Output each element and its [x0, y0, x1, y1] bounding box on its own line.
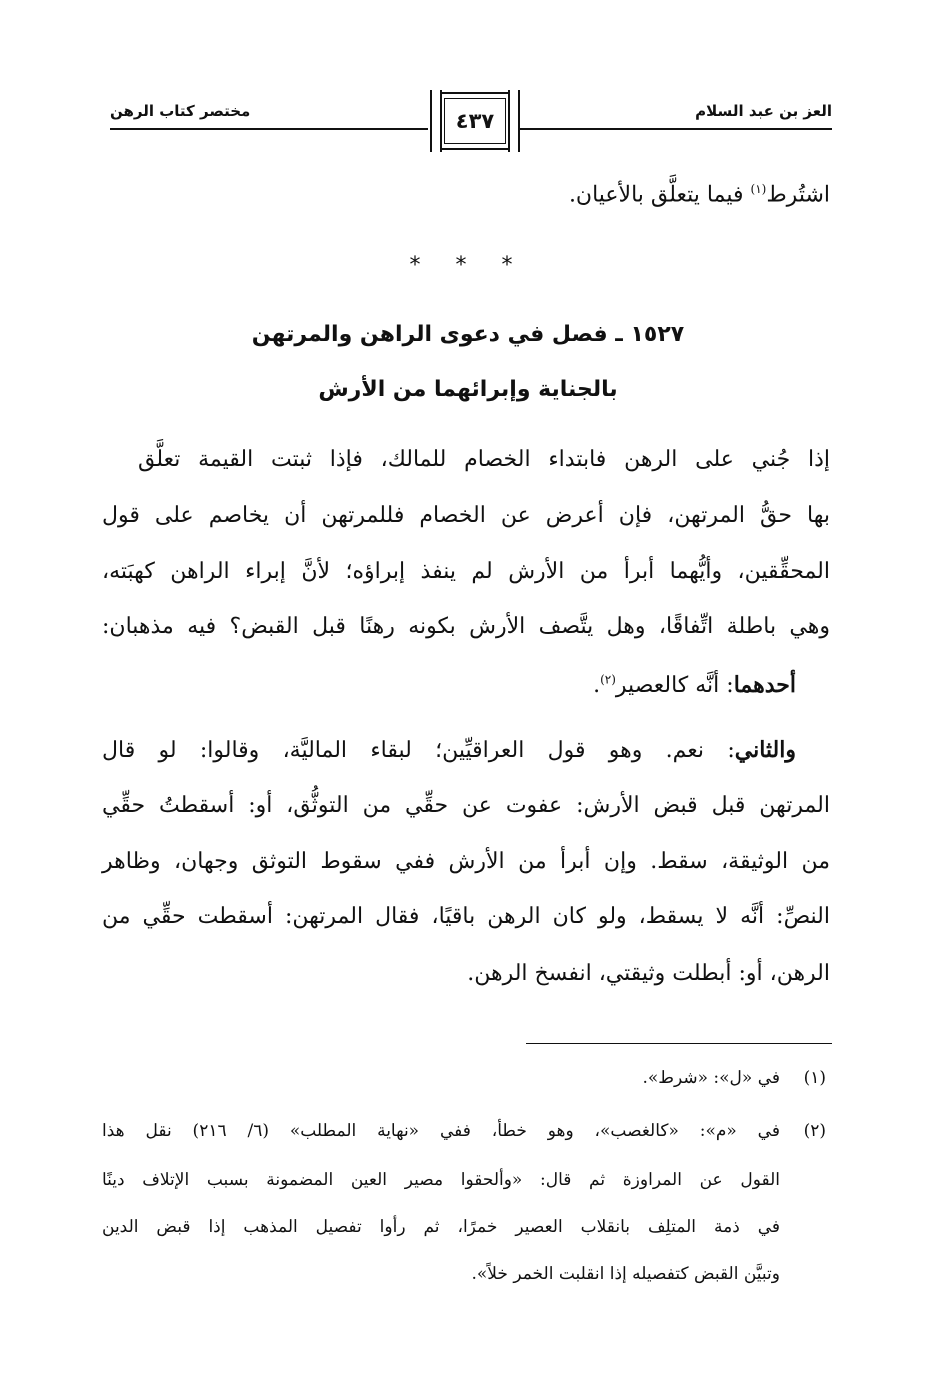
section-heading-line1: ١٥٢٧ ـ فصل في دعوى الراهن والمرتهن: [251, 322, 685, 347]
footnote-separator: [526, 1043, 832, 1044]
footnote-2-line4-text: وتبيَّن القبض كتفصيله إذا انقلبت الخمر خلاً».: [471, 1264, 780, 1284]
continuation-rest: فيما يتعلَّق بالأعيان.: [568, 182, 751, 208]
section-heading-line2: بالجناية وإبرائهما من الأرش: [318, 377, 618, 402]
paragraph3-line3: من الوثيقة، سقط. وإن أبرأ من الأرش ففي سقوط التوثق وجهان، وظاهر: [102, 849, 830, 874]
frame-ornament-left: [430, 90, 442, 152]
paragraph1-line1: إذا جُني على الرهن فابتداء الخصام للمالك، فإذا ثبتت القيمة تعلَّق: [138, 447, 830, 472]
page-header: [110, 90, 832, 160]
footnote-2-line1: [102, 1121, 826, 1147]
paragraph2-lead: أحدهما: [733, 672, 796, 698]
section-separator: * * *: [409, 253, 527, 278]
footnote-1-number: (١): [803, 1068, 826, 1088]
footnote-1-text: في «ل»: «شرط».: [642, 1068, 780, 1088]
header-book-title: مختصر كتاب الرهن: [110, 102, 251, 120]
footnote-2-line2: [102, 1170, 826, 1196]
header-rule-right: [519, 128, 832, 130]
footnote-2-line3: [102, 1217, 826, 1243]
paragraph2: [106, 672, 796, 698]
footnote-2-number: (٢): [803, 1121, 826, 1141]
footnote-2-line3-text: في ذمة المتلِف بانقلاب العصير خمرًا، ثم رأوا تفصيل المذهب إذا قبض الدين: [102, 1217, 780, 1237]
header-rule-left: [110, 128, 428, 130]
header-author: العز بن عبد السلام: [695, 102, 832, 120]
paragraph1-line2: بها حقُّ المرتهن، فإن أعرض عن الخصام فللمرتهن أن يخاصم على قول: [102, 503, 830, 528]
footnote-2-line2-text: القول عن المراوزة ثم قال: «وألحقوا مصير العين المضمونة بسبب الإتلاف دينًا: [102, 1170, 780, 1190]
paragraph1-line4: وهي باطلة اتِّفاقًا، وهل يتَّصف الأرش بكونه رهنًا قبل القبض؟ فيه مذهبان:: [102, 614, 830, 639]
footnote-2-line4: [102, 1264, 826, 1290]
paragraph3-line5: الرهن، أو: أبطلت وثيقتي، انفسخ الرهن.: [467, 961, 830, 986]
paragraph1-line3: المحقِّقين، وأيُّهما أبرأ من الأرش لم ينفذ إبراؤه؛ لأنَّ إبراء الراهن كهبَته،: [102, 559, 830, 584]
frame-ornament-right: [508, 90, 520, 152]
footnote-2-line1-text: في «م»: «كالغصب»، وهو خطأ، ففي «نهاية المطلب» (٦/ ٢١٦) نقل هذا: [102, 1121, 780, 1141]
paragraph3-line4: النصِّ: أنَّه لا يسقط، ولو كان الرهن باقيًا، فقال المرتهن: أسقطت حقِّي من: [102, 904, 830, 929]
paragraph3-lead: والثاني: [734, 737, 796, 763]
page-number: ٤٣٧: [455, 109, 495, 133]
paragraph3-line1: [102, 737, 796, 763]
paragraph3-line2: المرتهن قبل قبض الأرش: عفوت عن حقِّي من التوثُّق، أو: أسقطتُ حقِّي: [102, 793, 830, 818]
footnote-ref-2: (٢): [600, 672, 616, 687]
continuation-word: اشتُرط: [766, 182, 830, 208]
page-number-frame: [438, 92, 512, 150]
paragraph2-text: : أنَّه كالعصير: [615, 673, 734, 698]
continuation-line: [102, 182, 830, 207]
footnote-ref-1: (١): [750, 182, 767, 196]
footnote-1: [102, 1068, 826, 1094]
paragraph3-line1-text: : نعم. وهو قول العراقيِّين؛ لبقاء الماليَّة، وقالوا: لو قال: [102, 738, 735, 763]
paragraph2-end: .: [593, 673, 601, 698]
